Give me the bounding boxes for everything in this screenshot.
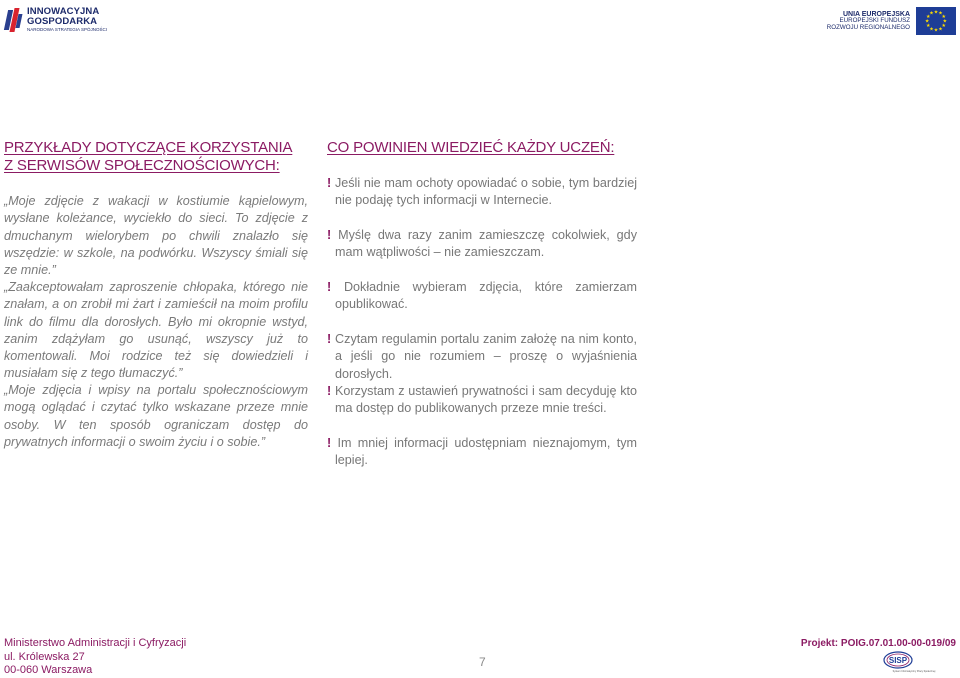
innowacyjna-gospodarka-logo — [6, 3, 116, 37]
exclamation-icon: ! — [327, 228, 332, 242]
eu-logo — [827, 6, 956, 36]
exclamation-icon: ! — [327, 436, 332, 450]
svg-text:★: ★ — [941, 14, 946, 20]
svg-text:★: ★ — [938, 10, 943, 17]
list-item-text: Korzystam z ustawień prywatności i sam decyduję kto ma dostęp do publikowanych przeze mnie treści. — [334, 384, 638, 416]
eu-flag-icon — [916, 7, 956, 35]
address-line1: Ministerstwo Administracji i Cyfryzacji — [4, 637, 187, 649]
quote-1: „Moje zdjęcie z wakacji w kostiumie kąpielowym, wysłane koleżance, wyciekło do sieci. To zdjęcie z dmuchanym wielorybem po chwili znalazło się wszędzie: w szkole, na podwórku. Wszyscy śmiali się ze mnie.” — [4, 194, 308, 278]
list-item-text: Myślę dwa razy zanim zamieszczę cokolwiek, gdy mam wątpliwości – nie zamieszczam. — [335, 228, 637, 260]
svg-text:★: ★ — [938, 26, 943, 33]
svg-text:★: ★ — [942, 18, 948, 25]
right-title: CO POWINIEN WIEDZIEĆ KAŻDY UCZEŃ: — [327, 139, 615, 156]
list-item — [327, 227, 637, 262]
quote-2: „Zaakceptowałam zaproszenie chłopaka, którego nie znałam, a on zrobił mi żart i zamieścił na moim profilu link do filmu dla dorosłych. Było mi okropnie wstyd, zanim zdążyłam go usunąć, wszyscy już to komentowali. Moi rodzice też się dowiedzieli i musiałam się z tego tłumaczyć.” — [4, 280, 308, 381]
address-line3: 00-060 Warszawa — [4, 664, 93, 676]
eu-line2: EUROPEJSKI FUNDUSZ — [839, 17, 910, 25]
list-item — [327, 435, 637, 470]
svg-text:★: ★ — [929, 10, 934, 17]
exclamation-icon: ! — [327, 384, 332, 398]
quote-3: „Moje zdjęcia i wpisy na portalu społecznościowym mogą oglądać i czytać tylko wskazane przeze mnie osoby. W ten sposób ograniczam dostęp do prywatnych informacji o swoim życiu i o sobie.” — [4, 383, 308, 449]
svg-text:★: ★ — [926, 23, 931, 29]
footer-address — [4, 637, 186, 678]
svg-text:★: ★ — [933, 9, 939, 16]
list-item — [327, 383, 637, 418]
svg-text:★: ★ — [929, 26, 934, 33]
ig-logo-mark-icon — [6, 8, 22, 32]
exclamation-icon: ! — [327, 332, 332, 346]
list-item-text: Dokładnie wybieram zdjęcia, które zamierzam opublikować. — [335, 280, 638, 312]
list-item-text: Czytam regulamin portalu zanim założę na nim konto, a jeśli go nie rozumiem – proszę o wyjaśnienia dorosłych. — [335, 332, 637, 381]
logo-line3: NARODOWA STRATEGIA SPÓJNOŚCI — [27, 27, 108, 33]
logo-line2: GOSPODARKA — [27, 15, 98, 27]
address-line2: ul. Królewska 27 — [4, 650, 85, 663]
svg-text:★: ★ — [941, 23, 946, 29]
svg-text:★: ★ — [926, 14, 931, 20]
exclamation-icon: ! — [327, 280, 332, 294]
list-item — [327, 279, 637, 314]
project-number: Projekt: POIG.07.01.00-00-019/09 — [800, 638, 956, 649]
list-item-text: Jeśli nie mam ochoty opowiadać o sobie, tym bardziej nie podaję tych informacji w Internecie. — [334, 176, 638, 208]
list-item-text: Im mniej informacji udostępniam nieznajomym, tym lepiej. — [335, 436, 637, 468]
left-section — [4, 139, 308, 175]
logo-line1: INNOWACYJNA — [27, 6, 100, 18]
sisp-logo — [880, 650, 940, 674]
page-number: 7 — [479, 655, 486, 669]
svg-text:★: ★ — [924, 18, 930, 25]
left-title-line2: Z SERWISÓW SPOŁECZNOŚCIOWYCH: — [4, 157, 280, 174]
left-title-line1: PRZYKŁADY DOTYCZĄCE KORZYSTANIA — [4, 139, 293, 156]
eu-line3: ROZWOJU REGIONALNEGO — [826, 23, 910, 31]
left-title — [4, 139, 308, 175]
svg-text:★: ★ — [933, 27, 939, 34]
sisp-logo-text: SISP — [888, 656, 908, 665]
eu-line1: UNIA EUROPEJSKA — [842, 10, 910, 18]
sisp-caption: System Informatyczny Pracy Społecznej — [892, 670, 936, 673]
list-item — [327, 175, 637, 210]
list-item — [327, 331, 637, 383]
exclamation-icon: ! — [327, 176, 332, 190]
